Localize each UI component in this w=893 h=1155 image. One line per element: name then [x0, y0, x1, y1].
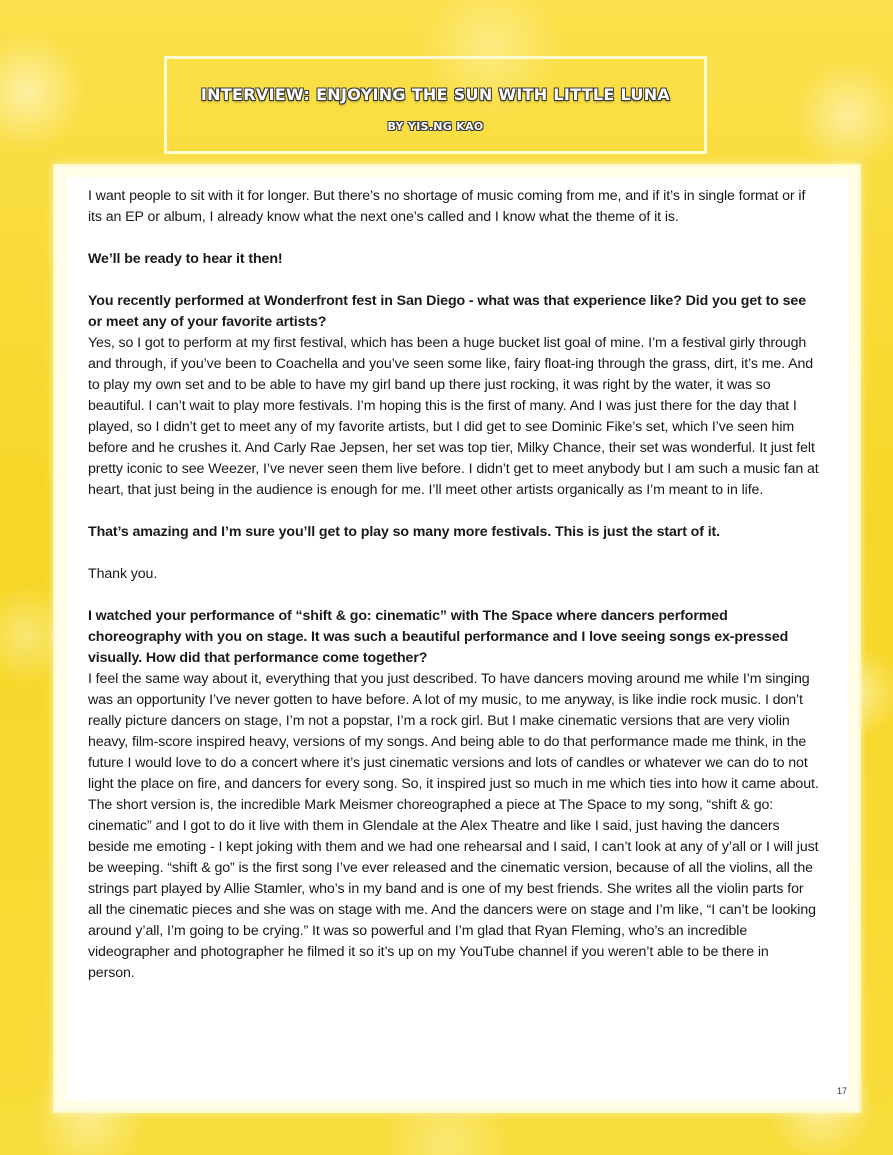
answer-paragraph: I feel the same way about it, everything that you just described. To have dancers moving around me while I’m singing was an opportunity I’ve never gotten to have before. A lot of my music, to me anyway, is like indie rock music. I don’t really picture dancers on stage, I’m not a popstar, I’m a rock girl. But I make cinematic versions that are very violin heavy, film-score inspired heavy, versions of my songs. And being able to do that performance made me think, in the future I would love to do a concert where it’s just cinematic versions and lots of candles or whatever we can do to not light the place on fire, and dancers for every song. So, it inspired just so much in me which ties into how it came about. The short version is, the incredible Mark Meismer choreographed a piece at The Space to my song, “shift & go: cinematic” and I got to do it live with them in Glendale at the Alex Theatre and like I said, just having the dancers beside me emoting - I kept joking with them and we had one rehearsal and I said, I can’t look at any of y’all or I will just be weeping. “shift & go” is the first song I’ve ever released and the cinematic version, because of all the violins, all the strings part played by Allie Stamler, who’s in my band and is one of my best friends. She writes all the violin parts for all the cinematic pieces and she was on stage with me. And the dancers were on stage and I’m like, “I can’t be looking around y’all, I’m going to be crying.” It was so powerful and I’m glad that Ryan Fleming, who’s an incredible videographer and photographer he filmed it so it’s up on my YouTube channel if you weren’t able to be there in person. [88, 671, 819, 981]
content-panel [66, 177, 848, 1100]
content-frame [53, 164, 861, 1113]
article-header [164, 56, 707, 154]
question-paragraph: You recently performed at Wonderfront fest in San Diego - what was that experience like? Did you get to see or meet any of your favorite artists? [88, 293, 806, 330]
article-byline: BY YIS.NG KAO [387, 120, 484, 133]
question-paragraph: I watched your performance of “shift & go: cinematic” with The Space where dancers performed choreography with you on stage. It was such a beautiful performance and I love seeing songs ex-pressed visually. How did that performance come together? [88, 608, 789, 666]
article-title: INTERVIEW: ENJOYING THE SUN WITH LITTLE LUNA [200, 85, 671, 104]
page-number: 17 [837, 1086, 848, 1096]
answer-paragraph: Yes, so I got to perform at my first festival, which has been a huge bucket list goal of mine. I’m a festival girly through and through, if you’ve been to Coachella and you’ve seen some like, fairy float-ing through the grass, dirt, it’s me. And to play my own set and to be able to have my girl band up there just rocking, it was right by the water, it was so beautiful. I can’t wait to play more festivals. I’m hoping this is the first of many. And I was just there for the day that I played, so I didn’t get to meet any of my favorite artists, but I did get to see Dominic Fike’s set, which I’ve seen him before and he crushes it. And Carly Rae Jepsen, her set was top tier, Milky Chance, their set was wonderful. It just felt pretty iconic to see Weezer, I’ve never seen them live before. I didn’t get to meet anybody but I am such a music fan at heart, that just being in the audience is enough for me. I’ll meet other artists organically as I’m meant to in life. [88, 335, 819, 498]
question-paragraph: We’ll be ready to hear it then! [88, 251, 283, 267]
answer-paragraph: Thank you. [88, 566, 158, 582]
article-body [88, 186, 819, 984]
question-paragraph: That’s amazing and I’m sure you’ll get to play so many more festivals. This is just the start of it. [88, 524, 720, 540]
answer-paragraph: I want people to sit with it for longer. But there’s no shortage of music coming from me, and if it’s in single format or if its an EP or album, I already know what the next one’s called and I know what the theme of it is. [88, 188, 806, 225]
